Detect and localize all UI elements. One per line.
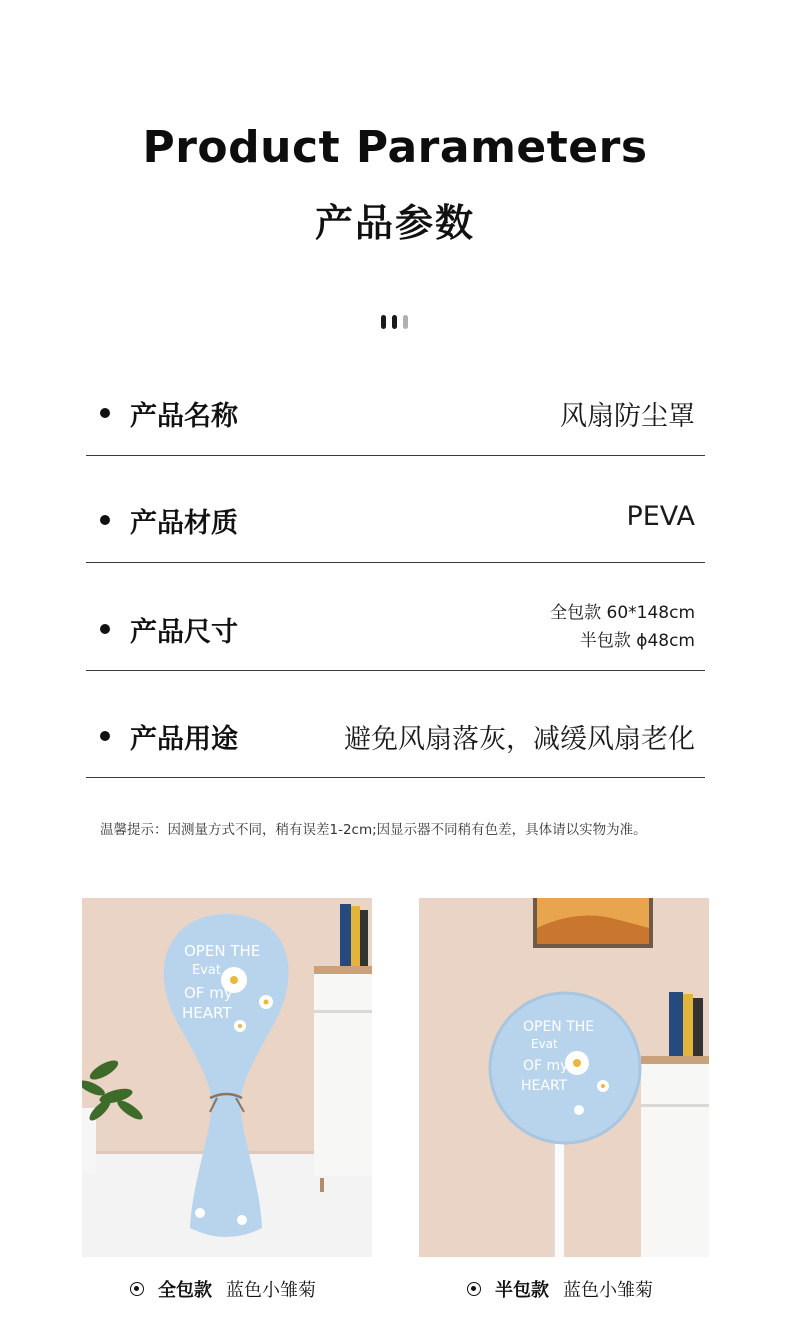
cover-print-line: Evat <box>192 963 221 978</box>
param-label: 产品用途 <box>130 724 238 755</box>
param-row-usage <box>86 671 705 778</box>
param-value: 风扇防尘罩 <box>560 401 695 432</box>
bullet-icon <box>100 515 110 525</box>
radio-selected-icon[interactable] <box>467 1282 481 1296</box>
param-value: 避免风扇落灰，减缓风扇老化 <box>344 724 695 755</box>
caption-color: 蓝色小雏菊 <box>563 1280 653 1301</box>
radio-selected-icon[interactable] <box>130 1282 144 1296</box>
product-image-half-cover <box>419 898 709 1257</box>
caption-style: 半包款 <box>495 1280 549 1301</box>
page-title-en: Product Parameters <box>142 122 648 173</box>
param-row-material <box>86 456 705 563</box>
cover-print-line: OF my <box>523 1058 569 1074</box>
caption-color: 蓝色小雏菊 <box>226 1280 316 1301</box>
size-line-half: 半包款 ϕ48cm <box>579 631 695 651</box>
cover-print-line: HEART <box>182 1004 232 1022</box>
page-title-cn: 产品参数 <box>314 201 475 245</box>
cover-print-line: OPEN THE <box>184 942 261 960</box>
cover-print-line: OPEN THE <box>523 1019 595 1035</box>
caption-half-cover[interactable] <box>467 1276 653 1302</box>
cover-print-line: HEART <box>521 1078 568 1094</box>
param-row-size <box>86 563 705 671</box>
bullet-icon <box>100 731 110 741</box>
param-label: 产品尺寸 <box>130 617 238 648</box>
size-line-full: 全包款 60*148cm <box>550 603 695 623</box>
notice-text: 温馨提示：因测量方式不同，稍有误差1-2cm;因显示器不同稍有色差，具体请以实物为准。 <box>100 822 647 838</box>
param-label: 产品材质 <box>130 508 238 539</box>
caption-full-cover[interactable] <box>130 1276 316 1302</box>
product-image-full-cover <box>82 898 372 1257</box>
section-divider-dots <box>381 315 411 329</box>
param-label: 产品名称 <box>130 401 238 432</box>
caption-style: 全包款 <box>158 1280 212 1301</box>
param-value: PEVA <box>626 501 695 532</box>
bullet-icon <box>100 624 110 634</box>
param-row-name <box>86 370 705 456</box>
cover-print-line: OF my <box>184 984 233 1002</box>
bullet-icon <box>100 408 110 418</box>
cover-print-line: Evat <box>531 1037 558 1051</box>
param-value-size <box>550 599 695 655</box>
